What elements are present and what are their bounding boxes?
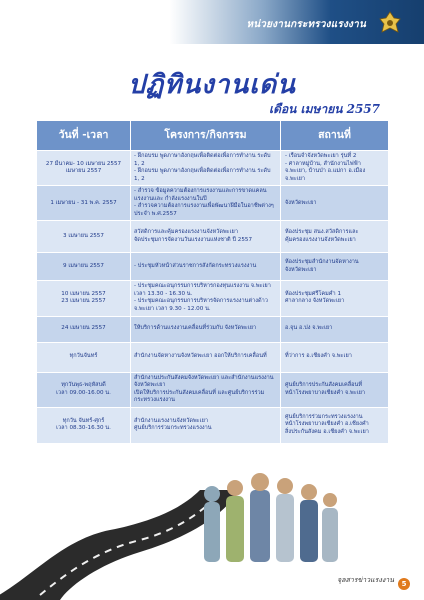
date-cell [37, 407, 131, 443]
date-cell-line: 23 เมษายน 2557 [61, 298, 106, 305]
place-cell [281, 342, 389, 372]
table-row [37, 253, 389, 281]
place-cell-line: จังหวัดพะเยา [285, 199, 317, 206]
place-cell [281, 372, 389, 407]
table-row [37, 342, 389, 372]
place-cell [281, 186, 389, 221]
activity-cell [131, 221, 281, 253]
activity-cell-line: - ประชุมคณะอนุกรรมการบริหารจัดการแรงงานต่างด้าว จ.พะเยา เวลา 9.30 - 12.00 น. [134, 298, 268, 313]
activity-cell [131, 253, 281, 281]
activity-cell-line: - สำรวจความต้องการแรงงานเพื่อพัฒนาฝีมือในอาชีพต่างๆ ประจำ พ.ศ.2557 [134, 203, 274, 217]
place-cell [281, 407, 389, 443]
activity-cell [131, 316, 281, 342]
place-cell [281, 281, 389, 316]
place-cell [281, 316, 389, 342]
activity-cell-line: - ประชุมคณะอนุกรรมการบริหารกองทุนแรงงาน จ.พะเยา เวลา 13.30 - 16.30 น. [134, 283, 271, 297]
column-header-place: สถานที่ [281, 121, 389, 151]
activity-cell-line: - สำรวจ ข้อมูลความต้องการแรงงานและการขาดแคลนแรงงานและ กำลังแรงงานในปี [134, 188, 267, 202]
org-name: หน่วยงานกระทรวงแรงงาน [246, 19, 366, 30]
date-cell-line: 1 เมษายน - 31 พ.ค. 2557 [50, 199, 117, 206]
table-row [37, 151, 389, 186]
table-row [37, 407, 389, 443]
date-cell [37, 372, 131, 407]
date-cell [37, 316, 131, 342]
table-header-row [37, 121, 389, 151]
place-cell-line: ศูนย์บริการร่วมกระทรวงแรงงาน [285, 413, 363, 420]
activity-cell-line: จัดประชุมการจัดงานวันแรงงานแห่งชาติ ปี 2557 [134, 236, 253, 243]
date-cell [37, 281, 131, 316]
activity-cell [131, 281, 281, 316]
workers-illustration [196, 468, 346, 578]
date-cell-line: ทุกวันจันทร์ [69, 353, 98, 360]
place-cell-line: คุ้มครองแรงงานจังหวัดพะเยา [285, 236, 356, 243]
date-cell-line: เวลา 09.00-16.00 น. [56, 389, 111, 396]
activity-cell-line: สวัสดิการและคุ้มครองแรงงานจังหวัดพะเยา [134, 229, 238, 236]
date-cell [37, 253, 131, 281]
place-cell-line: ห้องประชุมสำนักงานจัดหางาน [285, 259, 359, 266]
date-cell-line: 24 เมษายน 2557 [61, 325, 106, 332]
activity-cell-line: สำนักงานแรงงานจังหวัดพะเยา [134, 417, 208, 424]
place-cell-line: ที่ว่าการ อ.เชียงคำ จ.พะเยา [285, 353, 352, 360]
date-cell [37, 151, 131, 186]
activity-cell [131, 342, 281, 372]
date-cell-line: ทุกวัน จันทร์-ศุกร์ [62, 417, 105, 424]
activity-cell-line: - ฝึกอบรม พูดภาษาอังกฤษเพื่อติดต่อเพื่อการทำงาน ระดับ 1, 2 [134, 168, 271, 182]
place-cell-line: - ศาลาหมู่บ้าน, สำนักงานไฟฟ้า จ.พะเยา, บ้านป่า อ.แม่กา อ.เมือง จ.พะเยา [285, 160, 366, 182]
place-cell-line: อ.จุน อ.ปง จ.พะเยา [285, 325, 333, 332]
place-cell [281, 221, 389, 253]
page-subtitle: เดือน เมษายน 2557 [269, 102, 380, 116]
date-cell-line: เวลา 08.30-16.30 น. [56, 425, 111, 432]
place-cell-line: ศูนย์บริการประกันสังคมเคลื่อนที่ [285, 382, 363, 389]
table-row [37, 281, 389, 316]
place-cell-line: - เรือนจำจังหวัดพะเยา รุ่นที่ 2 [285, 153, 357, 159]
activity-cell-line: สำนักงานจัดหางานจังหวัดพะเยา ออกให้บริการเคลื่อนที่ [134, 353, 267, 360]
date-cell [37, 342, 131, 372]
footer-text: จุลสารข่าวแรงงาน [337, 576, 394, 584]
activity-cell [131, 151, 281, 186]
place-cell-line: ศาลากลาง จังหวัดพะเยา [285, 298, 345, 305]
activity-cell-line: สำนักงานประกันสังคมจังหวัดพะเยา และสำนักงานแรงงานจังหวัดพะเยา [134, 374, 274, 389]
schedule-table [36, 120, 389, 444]
activity-cell [131, 407, 281, 443]
activity-cell-line: เปิดให้บริการประกันสังคมเคลื่อนที่ และศูนย์บริการร่วมกระทรวงแรงงาน [134, 389, 265, 404]
date-cell-line: 27 มีนาคม- 10 เมษายน 2557 [45, 160, 122, 167]
place-cell [281, 151, 389, 186]
place-cell-line: สิ่งประกันสังคม อ.เชียงคำ จ.พะเยา [285, 429, 369, 436]
date-cell-line: 3 เมษายน 2557 [63, 233, 104, 240]
date-cell-line: 10 เมษายน 2557 [61, 290, 106, 297]
place-cell-line: หน้าโรงพยาบาลเชียงคำ จ.พะเยา [285, 389, 366, 396]
date-cell [37, 221, 131, 253]
place-cell [281, 253, 389, 281]
place-cell-line: จังหวัดพะเยา [285, 266, 317, 273]
activity-cell-line: - ประชุมหัวหน้าส่วนราชการสังกัดกระทรวงแรงงาน [134, 263, 257, 270]
date-cell-line: ทุกวันพุธ-พฤหัสบดี [61, 382, 106, 389]
activity-cell-line: - ฝึกอบรม พูดภาษาอังกฤษเพื่อติดต่อเพื่อการทำงาน ระดับ 1, 2 [134, 153, 271, 167]
page-title: ปฏิทินงานเด่น [128, 70, 296, 100]
table-row [37, 372, 389, 407]
table-row [37, 186, 389, 221]
activity-cell [131, 186, 281, 221]
date-cell-line: 9 เมษายน 2557 [63, 263, 104, 270]
activity-cell-line: ให้บริการด้านแรงงานเคลื่อนที่ร่วมกับ จังหวัดพะเยา [134, 325, 257, 332]
activity-cell-line: ศูนย์บริการร่วมกระทรวงแรงงาน [134, 425, 212, 432]
place-cell-line: หน้าโรงพยาบาลเชียงคำ อ.เชียงคำ [285, 421, 369, 428]
table-row [37, 221, 389, 253]
page-number: 5 [398, 578, 410, 590]
date-cell-line: เมษายน 2557 [65, 168, 102, 175]
activity-cell [131, 372, 281, 407]
table-row [37, 316, 389, 342]
place-cell-line: ห้องประชุมศรีโคมคำ 1 [285, 290, 342, 297]
date-cell [37, 186, 131, 221]
column-header-date: วันที่ -เวลา [37, 121, 131, 151]
column-header-activity: โครงการ/กิจกรรม [131, 121, 281, 151]
place-cell-line: ห้องประชุม สนง.สวัสดิการและ [285, 229, 359, 236]
emblem-icon [376, 10, 404, 38]
